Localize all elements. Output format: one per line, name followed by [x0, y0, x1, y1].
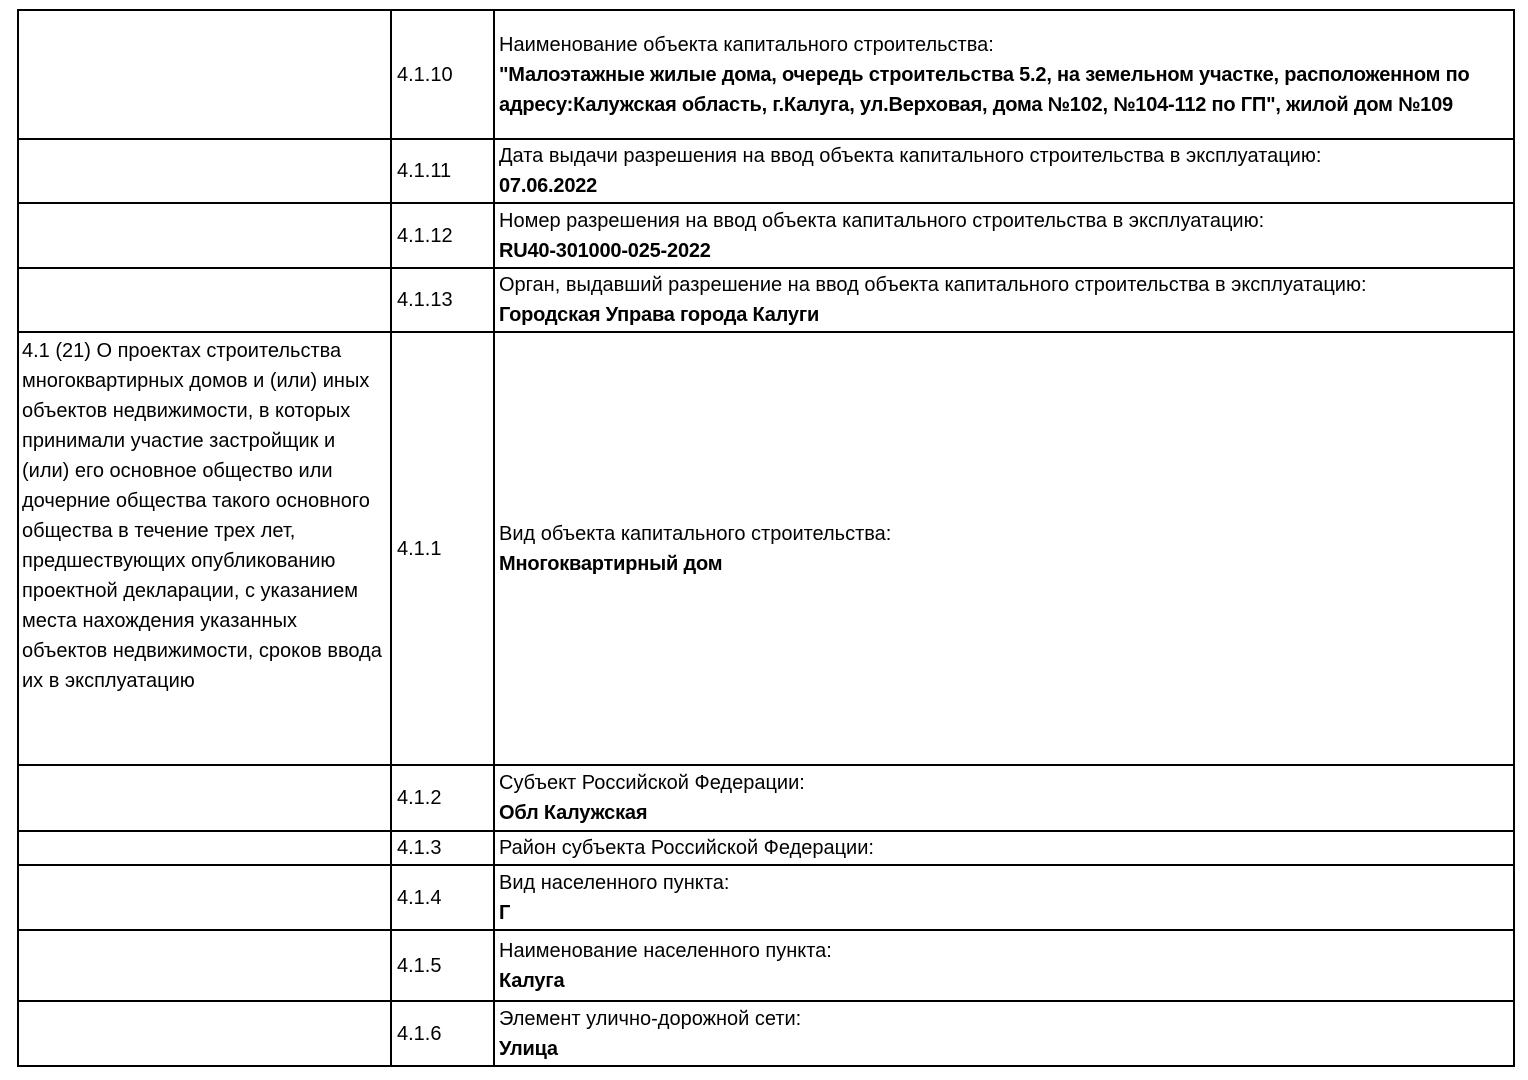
table-row	[18, 831, 1514, 865]
field-label: Номер разрешения на ввод объекта капитального строительства в эксплуатацию:	[499, 209, 1265, 232]
table-row	[18, 930, 1514, 1001]
table-row	[18, 332, 1514, 765]
section-cell	[18, 1001, 391, 1066]
field-cell	[494, 930, 1514, 1001]
field-value: "Малоэтажные жилые дома, очередь строительства 5.2, на земельном участке, расположенном по адресу:Калужская область, г.Калуга, ул.Верховая, дома №102, №104-112 по ГП", жилой дом №109	[499, 63, 1470, 116]
item-number: 4.1.2	[391, 765, 494, 831]
item-number: 4.1.13	[391, 268, 494, 332]
section-heading-cell: 4.1 (21) О проектах строительства многоквартирных домов и (или) иных объектов недвижимости, в которых принимали участие застройщик и (или) его основное общество или дочерние общества такого основного общества в течение трех лет, предшествующих опубликованию проектной декларации, с указанием места нахождения указанных объектов недвижимости, сроков ввода их в эксплуатацию	[18, 332, 391, 765]
section-cell	[18, 865, 391, 930]
field-value: Калуга	[499, 969, 565, 992]
field-label: Вид объекта капитального строительства:	[499, 522, 892, 545]
field-value: Многоквартирный дом	[499, 552, 723, 575]
table-row	[18, 1001, 1514, 1066]
field-cell	[494, 332, 1514, 765]
item-number: 4.1.6	[391, 1001, 494, 1066]
item-number: 4.1.4	[391, 865, 494, 930]
field-cell	[494, 765, 1514, 831]
field-cell	[494, 865, 1514, 930]
field-label: Наименование населенного пункта:	[499, 939, 832, 962]
field-cell	[494, 268, 1514, 332]
section-cell	[18, 139, 391, 203]
field-label: Дата выдачи разрешения на ввод объекта капитального строительства в эксплуатацию:	[499, 145, 1322, 167]
field-label: Вид населенного пункта:	[499, 871, 730, 894]
field-value: RU40-301000-025-2022	[499, 239, 711, 262]
table-row	[18, 203, 1514, 268]
field-cell	[494, 10, 1514, 139]
section-cell	[18, 268, 391, 332]
table-row	[18, 10, 1514, 139]
field-cell	[494, 1001, 1514, 1066]
field-cell	[494, 831, 1514, 865]
item-number: 4.1.5	[391, 930, 494, 1001]
item-number: 4.1.11	[391, 139, 494, 203]
field-value: Улица	[499, 1037, 558, 1060]
declaration-table	[17, 9, 1515, 1067]
field-cell	[494, 139, 1514, 203]
section-cell	[18, 10, 391, 139]
section-cell	[18, 203, 391, 268]
field-label: Элемент улично-дорожной сети:	[499, 1007, 802, 1030]
item-number: 4.1.3	[391, 831, 494, 865]
section-cell	[18, 930, 391, 1001]
item-number: 4.1.10	[391, 10, 494, 139]
field-value: 07.06.2022	[499, 175, 598, 197]
table-row	[18, 765, 1514, 831]
field-value: Обл Калужская	[499, 802, 648, 824]
table-row	[18, 139, 1514, 203]
field-value: Г	[499, 901, 511, 924]
field-value: Городская Управа города Калуги	[499, 304, 820, 326]
field-label: Орган, выдавший разрешение на ввод объекта капитального строительства в эксплуатацию:	[499, 274, 1367, 296]
table-row	[18, 268, 1514, 332]
field-cell	[494, 203, 1514, 268]
table-row	[18, 865, 1514, 930]
item-number: 4.1.1	[391, 332, 494, 765]
field-label: Район субъекта Российской Федерации:	[499, 837, 874, 859]
section-cell	[18, 765, 391, 831]
section-cell	[18, 831, 391, 865]
field-label: Субъект Российской Федерации:	[499, 772, 805, 794]
item-number: 4.1.12	[391, 203, 494, 268]
field-label: Наименование объекта капитального строительства:	[499, 33, 994, 56]
